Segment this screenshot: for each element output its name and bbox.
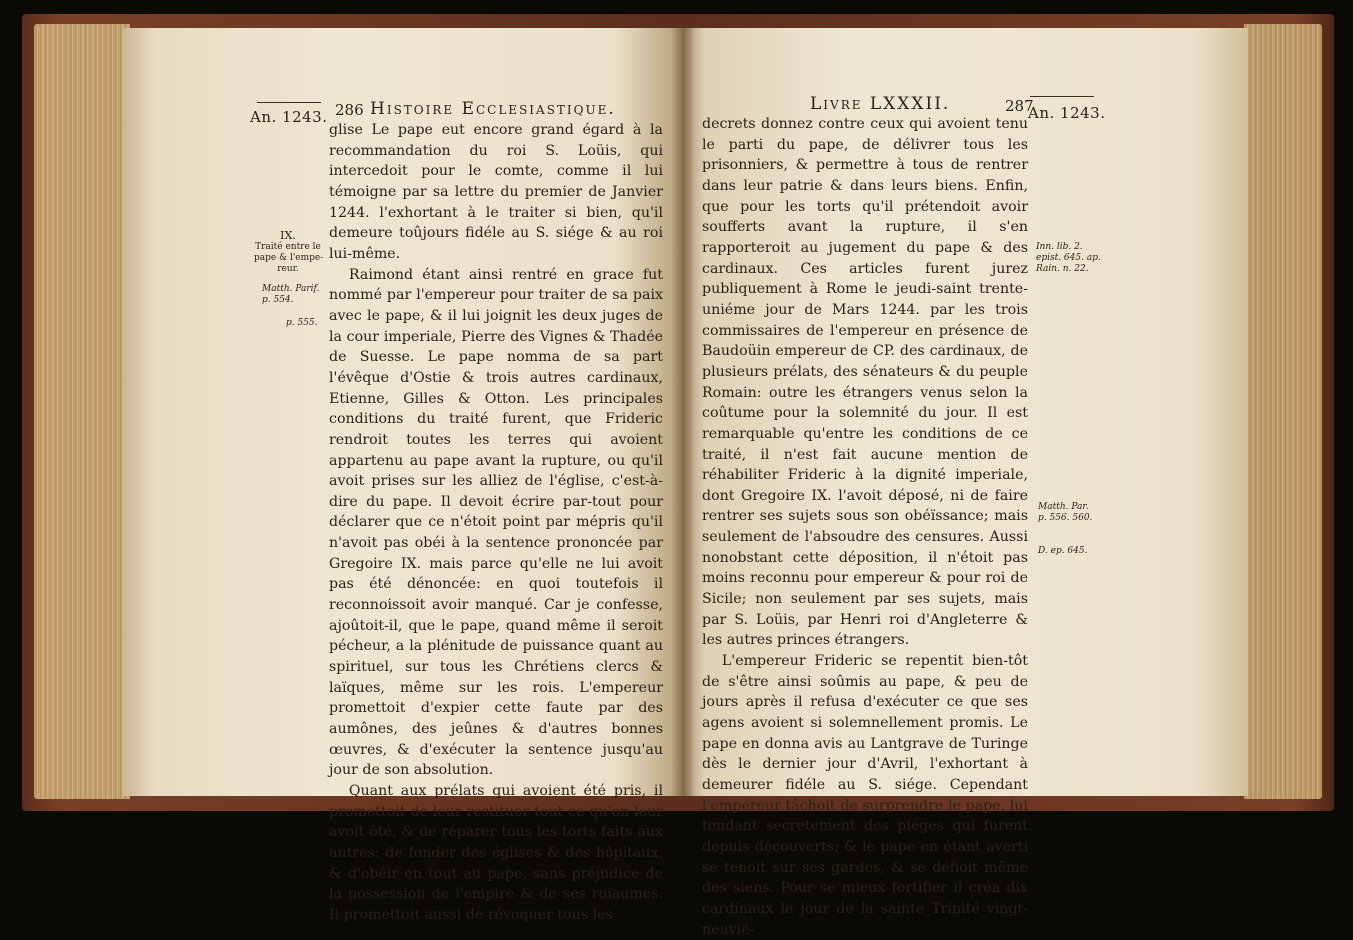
paragraph: Quant aux prélats qui avoient été pris, il promettoit de leur restituer tout ce qu'on leur avoit ôté, & de réparer tous les torts faits aux autres: de fonder des églises & des hôpitaux, & d'obéir en tout au pape, sans préjudice de la possession de l'empire & de ses roiaumes. Il promettoit aussi de révoquer tous les bbox=[329, 783, 663, 923]
running-head: Livre LXXXII. bbox=[810, 94, 951, 114]
page-number: 287 bbox=[1005, 97, 1034, 115]
page-edges-left bbox=[34, 24, 130, 799]
paragraph: decrets donnez contre ceux qui avoient tenu le parti du pape, de délivrer tous les prisonniers, & permettre à tous de rentrer dans leur patrie & dans leurs biens. Enfin, que pour les torts qu'il prétendoit avoir soufferts avant la rupture, il s'en rapporteroit au jugement du pape & des cardinaux. Ces articles furent jurez publiquement à Rome le jeudi-saint trente-uniéme jour de Mars 1244. par les trois commissaires de l'empereur en présence de Baudoüin empereur de CP. des cardinaux, de plusieurs prélats, des sénateurs & du peuple Romain: outre les étrangers venus selon la coûtume pour la solemnité du jour. Il est remarquable qu'entre les conditions de ce traité, il n'est fait aucune mention de réhabiliter Frideric à la dignité imperiale, dont Gregoire IX. l'avoit déposé, ni de faire rentrer ses sujets sous son obéïssance; mais seulement de l'absoudre des censures. Aussi nonobstant cette déposition, il n'étoit pas moins reconnu pour empereur & pour roi de Sicile; non seulement par ses sujets, mais par S. Loüis, par Henri roi d'Angleterre & les autres princes étrangers. bbox=[702, 116, 1028, 649]
margin-reference: Inn. lib. 2. epist. 645. ap. Rain. n. 22. bbox=[1036, 242, 1101, 274]
paragraph: glise Le pape eut encore grand égard à la recommandation du roi S. Loüis, qui intercedoit pour le comte, comme il lui témoigne par sa lettre du premier de Janvier 1244. l'exhortant à le traiter si bien, qu'il demeure toûjours fidéle au S. siége & au roi lui-même. bbox=[329, 122, 663, 262]
year-label: An. 1243. bbox=[250, 108, 328, 126]
right-page bbox=[682, 28, 1248, 938]
year-rule bbox=[257, 102, 321, 103]
margin-note: Traité entre le pape & l'empe- reur. bbox=[254, 242, 324, 274]
page-number: 286 bbox=[335, 101, 364, 119]
right-body-text bbox=[702, 114, 1028, 940]
running-head: Histoire Ecclesiastique. bbox=[370, 99, 616, 119]
margin-reference-2: p. 555. bbox=[286, 318, 318, 328]
margin-reference: Matth. Parif. p. 554. bbox=[262, 284, 320, 305]
year-label: An. 1243. bbox=[1028, 104, 1106, 122]
year-rule bbox=[1030, 96, 1094, 97]
margin-reference-3: D. ep. 645. bbox=[1038, 546, 1088, 556]
page-edges-right bbox=[1244, 24, 1322, 799]
margin-section-number: IX. bbox=[280, 229, 296, 242]
left-body-text bbox=[329, 120, 663, 926]
paragraph: Raimond étant ainsi rentré en grace fut nommé par l'empereur pour traiter de sa paix avec le pape, & il lui joignit les deux juges de la cour imperiale, Pierre des Vignes & Thadée de Suesse. Le pape nomma de sa part l'évêque d'Ostie & trois autres cardinaux, Etienne, Gilles & Otton. Les principales conditions du traité furent, que Frideric rendroit toutes les terres qui avoient appartenu au pape avant la rupture, ou qu'il avoit prises sur les alliez de l'église, c'est-à-dire du pape. Il devoit écrire par-tout pour déclarer que ce n'étoit point par mépris qu'il n'avoit pas obéi à la sentence prononcée par Gregoire IX. mais parce qu'elle ne lui avoit pas été dénoncée: en quoi toutefois il reconnoissoit avoir manqué. Car je confesse, ajoûtoit-il, que le pape, quand même il seroit pécheur, a la plénitude de puissance quant au spirituel, sur tous les Chrétiens clercs & laïques, même sur les rois. L'empereur promettoit d'expier cette faute par des aumônes, des jeûnes & d'autres bonnes œuvres, & d'exécuter la sentence jusqu'au jour de son absolution. bbox=[329, 266, 663, 779]
book-gutter bbox=[672, 28, 694, 796]
left-page bbox=[122, 28, 682, 923]
paragraph: L'empereur Frideric se repentit bien-tôt de s'être ainsi soûmis au pape, & peu de jours après il refusa d'exécuter ce que ses agens avoient si solemnellement promis. Le pape en donna avis au Lantgrave de Turinge dès le dernier jour d'Avril, l'exhortant à demeurer fidéle au S. siége. Cependant l'empereur tâchoit de surprendre le pape, lui tendant secretement des piéges qui furent depuis découverts; & le pape en étant averti se tenoit sur ses gardes, & se défioit même des siens. Pour se mieux fortifier il créa dix cardinaux le jour de la sainte Trinité vingt-neuvié- bbox=[702, 653, 1028, 938]
margin-reference-2: Matth. Par. p. 556. 560. bbox=[1038, 502, 1093, 523]
